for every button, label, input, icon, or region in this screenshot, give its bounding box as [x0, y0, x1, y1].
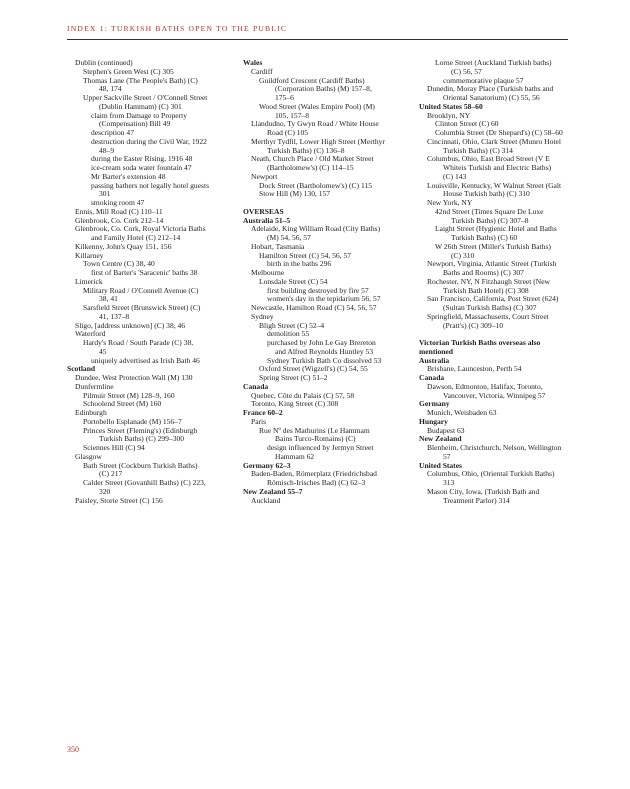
index-heading: Germany	[419, 399, 450, 409]
index-entry: ice-cream soda water fountain 47	[91, 163, 192, 172]
index-entry: Louisville, Kentucky, W Walnut Street (Galt	[427, 180, 562, 190]
index-entry: 105, 157–8	[275, 110, 309, 120]
index-entry: first of Barter's 'Saracenic' baths 38	[91, 268, 198, 277]
index-entry: (Sultan Turkish Baths) (C) 307	[443, 303, 537, 312]
index-entry: W 26th Street (Miller's Turkish Baths)	[435, 241, 551, 251]
index-entry: Newport, Virginia, Atlantic Street (Turkish	[427, 259, 557, 269]
index-heading: Australia	[419, 355, 450, 365]
index-entry: Sydney	[251, 311, 274, 321]
index-entry: Turkish Baths) (C) 307–8	[451, 215, 529, 225]
index-entry: Turkish Baths) (C) 299–300	[99, 434, 185, 444]
index-entry: Bligh Street (C) 52–4	[259, 320, 325, 330]
index-entry: (C) 217	[99, 469, 123, 479]
index-entry: Brooklyn, NY	[427, 110, 471, 120]
page-number: 350	[67, 745, 79, 754]
index-entry: Sydney Turkish Bath Co dissolved 53	[267, 355, 382, 365]
index-entry: Quebec, Côte du Palais (C) 57, 58	[251, 390, 355, 400]
index-entry: Limerick	[75, 276, 103, 286]
index-entry: demolition 55	[267, 329, 310, 339]
index-entry: Upper Sackville Street / O'Connell Street	[83, 93, 208, 102]
index-entry: Bath Street (Cockburn Turkish Baths)	[83, 460, 198, 470]
index-entry: Dawson, Edmonton, Halifax, Toronto,	[427, 381, 543, 391]
index-entry: New York, NY	[427, 198, 473, 207]
index-entry: Rochester, NY, N Fitzhaugh Street (New	[427, 276, 551, 286]
index-heading: Wales	[243, 58, 263, 67]
index-entry: Melbourne	[251, 268, 285, 277]
index-entry: Treatment Parlor) 314	[443, 495, 510, 505]
index-entry: Road (C) 105	[267, 128, 309, 137]
index-entry: Bains Turco-Romains) (C)	[275, 434, 356, 444]
index-entry: Kilkenny, John's Quay 151, 156	[75, 241, 172, 251]
index-entry: first building destroyed by fire 57	[267, 285, 369, 295]
index-entry: Glenbrook, Co. Cork, Royal Victoria Baths	[75, 224, 206, 234]
index-entry: Hardy's Road / South Parade (C) 38,	[83, 338, 194, 347]
index-entry: Dublin (continued)	[75, 58, 133, 67]
index-entry: Columbia Street (Dr Shepard's) (C) 58–60	[435, 128, 563, 137]
index-entry: Hamilton Street (C) 54, 56, 57	[259, 250, 352, 260]
index-entry: Glasgow	[75, 451, 102, 461]
index-entry: Neath, Church Place / Old Market Street	[251, 154, 374, 164]
index-entry: 48–9	[99, 145, 115, 155]
index-entry: San Francisco, California, Post Street (624)	[427, 294, 559, 304]
index-entry: (Pratt's) (C) 309–10	[443, 320, 504, 330]
index-entry: Toronto, King Street (C) 308	[251, 399, 339, 409]
index-entry: 301	[99, 189, 111, 199]
index-entry: Turkish Baths) (C) 314	[443, 145, 513, 155]
index-entry: birth in the baths 296	[267, 259, 332, 269]
index-entry: Columbus, Ohio, (Oriental Turkish Baths)	[427, 469, 555, 479]
index-entry: Paisley, Storie Street (C) 156	[75, 495, 163, 505]
index-heading: Germany 62–3	[243, 460, 291, 470]
index-entry: 320	[99, 486, 111, 496]
index-heading: United States	[419, 460, 462, 470]
index-entry: Hobart, Tasmania	[251, 241, 305, 251]
index-heading: New Zealand	[419, 434, 462, 444]
index-entry: Merthyr Tydfil, Lower High Street (Merthyr	[251, 136, 385, 146]
index-entry: Auckland	[251, 495, 281, 505]
index-entry: during the Easter Rising, 1916 48	[91, 154, 193, 164]
index-entry: Dunfermline	[75, 381, 114, 391]
index-heading: United States 58–60	[419, 101, 483, 111]
index-entry: Munich, Weisbaden 63	[427, 408, 497, 417]
index-entry: Newport	[251, 171, 278, 181]
index-entry: Schoolend Street (M) 160	[83, 399, 162, 409]
index-entry: House Turkish bath) (C) 310	[443, 189, 530, 199]
header-rule	[67, 39, 568, 40]
index-entry: Stow Hill (M) 130, 157	[259, 189, 331, 199]
index-entry: Oriental Sanatorium) (C) 55, 56	[443, 93, 540, 102]
index-entry: Llandudno, Ty Gwyn Road / White House	[251, 119, 379, 129]
index-entry: Paris	[251, 416, 267, 426]
index-heading: Victorian Turkish Baths overseas also	[419, 338, 541, 347]
index-entry: Town Centre (C) 38, 40	[83, 259, 155, 269]
index-entry: and Alfred Reynolds Huntley 53	[275, 346, 374, 356]
index-entry: 38, 41	[99, 294, 118, 304]
index-entry: Dock Street (Bartholomew's) (C) 115	[259, 180, 373, 190]
index-entry: Vancouver, Victoria, Winnipeg 57	[443, 390, 546, 400]
index-entry: Clinton Street (C) 60	[435, 119, 499, 129]
index-entry: Lonsdale Street (C) 54	[259, 276, 328, 286]
index-entry: design influenced by Jermyn Street	[267, 443, 374, 452]
index-entry: Whiteis Turkish and Electric Baths)	[443, 163, 552, 172]
index-entry: Blenheim, Christchurch, Nelson, Wellington	[427, 443, 562, 452]
index-entry: Rue Nº des Mathurins (Le Hammam	[259, 425, 370, 435]
index-entry: commemorative plaque 57	[443, 75, 524, 85]
index-entry: (Corporation Baths) (M) 157–8,	[275, 84, 372, 94]
index-entry: (Compensation) Bill 49	[99, 119, 171, 129]
index-entry: Stephen's Green West (C) 305	[83, 66, 174, 76]
index-entry: Hammam 62	[275, 451, 315, 461]
index-heading: Hungary	[419, 416, 448, 426]
index-heading: Scotland	[67, 364, 96, 374]
index-entry: (M) 54, 56, 57	[267, 233, 311, 242]
index-entry: Wood Street (Wales Empire Pool) (M)	[259, 101, 375, 111]
index-entry: Baths and Rooms) (C) 307	[443, 268, 524, 277]
index-entry: Cardiff	[251, 66, 273, 76]
index-column-right	[419, 59, 587, 505]
index-entry: Columbus, Ohio, East Broad Street (V E	[427, 154, 550, 164]
index-entry: Adelaide, King William Road (City Baths)	[251, 224, 381, 234]
index-heading: France 60–2	[243, 408, 283, 417]
index-entry: claim from Damage to Property	[91, 110, 187, 120]
index-entry: (Bartholomew's) (C) 114–15	[267, 163, 354, 172]
index-entry: description 47	[91, 128, 134, 137]
index-entry: purchased by John Le Gay Brereton	[267, 338, 376, 347]
index-entry: Mr Barter's extension 48	[91, 171, 166, 181]
index-entry: Calder Street (Govanhill Baths) (C) 223,	[83, 478, 206, 487]
index-entry: Spring Street (C) 51–2	[259, 373, 328, 382]
index-entry: Guildford Crescent (Cardiff Baths)	[259, 75, 365, 85]
index-entry: 41, 137–8	[99, 311, 130, 321]
index-entry: and Family Hotel (C) 212–14	[91, 233, 181, 242]
index-entry: Sciennes Hill (C) 94	[83, 443, 145, 452]
index-entry: Turkish Baths) (C) 60	[451, 233, 518, 242]
index-entry: Mason City, Iowa, (Turkish Bath and	[427, 486, 540, 496]
index-entry: Dunedin, Moray Place (Turkish baths and	[427, 84, 554, 94]
index-entry: Dundee, West Protection Wall (M) 130	[75, 373, 193, 382]
index-entry: 313	[443, 478, 455, 487]
index-entry: 42nd Street (Times Square De Luxe	[435, 206, 544, 216]
index-entry: Thomas Lane (The People's Bath) (C)	[83, 75, 198, 85]
index-entry: Newcastle, Hamilton Road (C) 54, 56, 57	[251, 303, 377, 312]
index-heading: OVERSEAS	[243, 206, 284, 216]
index-entry: Brisbane, Launceston, Perth 54	[427, 364, 522, 374]
index-entry: destruction during the Civil War, 1922	[91, 136, 207, 146]
index-entry: Portobello Esplanade (M) 156–7	[83, 416, 182, 426]
index-entry: 45	[99, 346, 107, 356]
index-entry: Budapest 63	[427, 425, 465, 435]
index-heading: Canada	[419, 373, 445, 382]
index-entry: Springfield, Massachusetts, Court Street	[427, 311, 549, 321]
index-entry: Sarsfield Street (Brunswick Street) (C)	[83, 303, 201, 312]
index-entry: Baden-Baden, Römerplatz (Friedrichsbad	[251, 469, 377, 479]
index-entry: 57	[443, 451, 451, 461]
index-column-middle	[243, 59, 413, 505]
index-entry: Edinburgh	[75, 408, 107, 417]
index-entry: Sligo, [address unknown] (C) 38, 46	[75, 320, 186, 330]
index-entry: (C) 143	[443, 171, 467, 181]
index-entry: Turkish Bath Hotel) (C) 308	[443, 285, 529, 295]
index-entry: Römisch-Irisches Bad) (C) 62–3	[267, 478, 366, 487]
index-entry: Waterford	[75, 329, 106, 339]
index-entry: Laight Street (Hygienic Hotel and Baths	[435, 224, 557, 234]
index-entry: Pilmuir Street (M) 128–9, 160	[83, 390, 175, 400]
index-entry: (C) 310	[451, 250, 475, 260]
index-entry: smoking room 47	[91, 198, 145, 207]
index-heading: New Zealand 55–7	[243, 486, 303, 496]
index-entry: passing bathers not legally hotel guests	[91, 180, 210, 190]
index-entry: Princes Street (Fleming's) (Edinburgh	[83, 425, 198, 435]
index-entry: (C) 56, 57	[451, 66, 482, 76]
index-entry: Killarney	[75, 250, 104, 260]
index-entry: 175–6	[275, 93, 294, 102]
index-entry: 48, 174	[99, 84, 122, 94]
index-column-left	[67, 59, 235, 505]
index-entry: Cincinnati, Ohio, Clark Street (Munro Hotel	[427, 136, 561, 146]
index-entry: Military Road / O'Connell Avenue (C)	[83, 285, 199, 295]
index-entry: Glenbrook, Co. Cork 212–14	[75, 215, 164, 225]
index-entry: Ennis, Mill Road (C) 110–11	[75, 206, 163, 216]
index-entry: uniquely advertised as Irish Bath 46	[91, 355, 200, 365]
index-entry: Lorne Street (Auckland Turkish baths)	[435, 58, 552, 67]
index-entry: Oxford Street (Wigzell's) (C) 54, 55	[259, 364, 368, 374]
index-heading: Australia 51–5	[243, 215, 291, 225]
index-entry: women's day in the tepidarium 56, 57	[267, 294, 381, 304]
index-heading: Canada	[243, 381, 269, 391]
index-entry: Turkish Baths) (C) 136–8	[267, 145, 345, 155]
index-entry: (Dublin Hammam) (C) 301	[99, 101, 182, 111]
index-heading: mentioned	[419, 346, 453, 356]
running-head: INDEX 1: TURKISH BATHS OPEN TO THE PUBLIC	[67, 24, 288, 33]
